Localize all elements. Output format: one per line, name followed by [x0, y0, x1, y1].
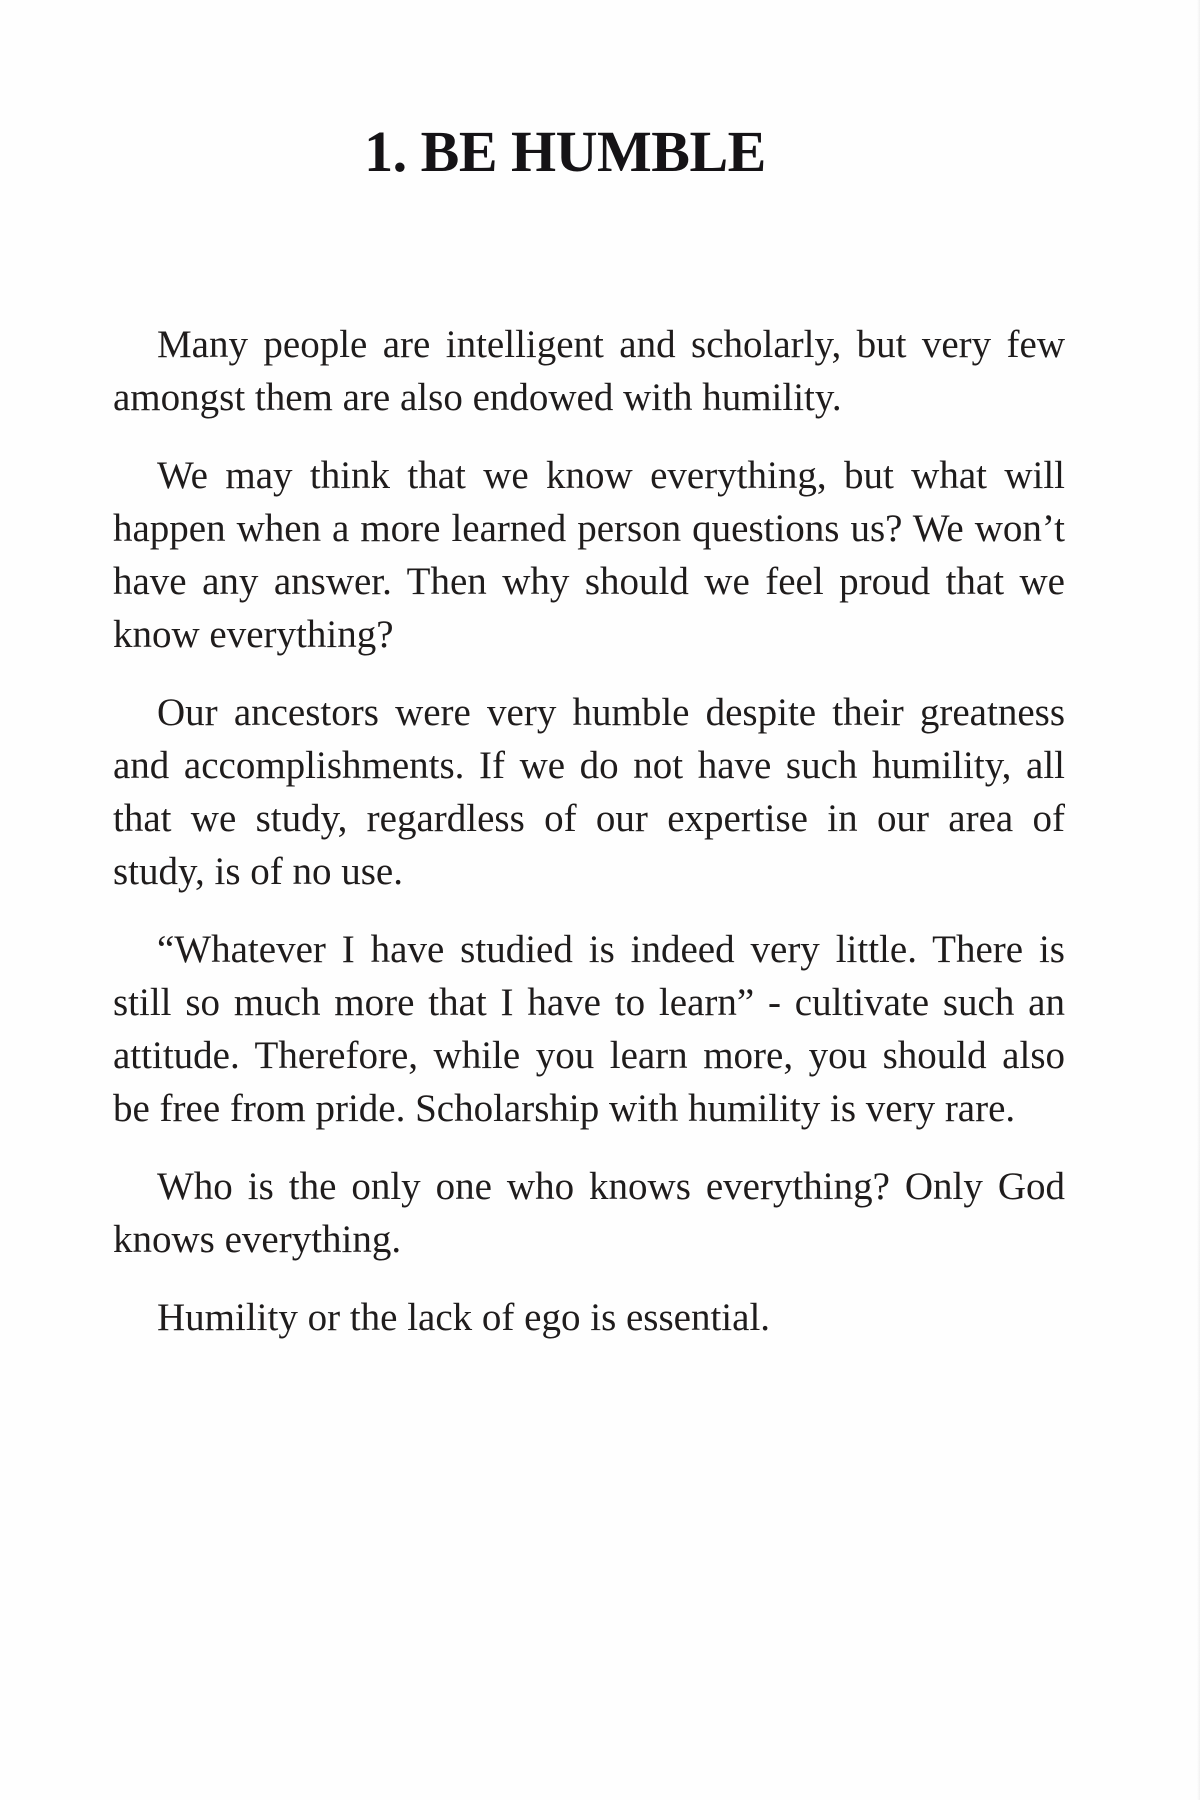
paragraph-4: “Whatever I have studied is indeed very little. There is still so much more that I have to learn” - cultivate such an attitude. Therefore, while you learn more, you should also be free from pride. Scholarship with humility is very rare. — [113, 928, 1065, 1130]
paragraph-5: Who is the only one who knows everything? Only God knows everything. — [113, 1165, 1065, 1261]
paragraph-3: Our ancestors were very humble despite their greatness and accomplishments. If we do not have such humility, all that we study, regardless of our expertise in our area of study, is of no use. — [113, 691, 1065, 893]
chapter-heading: 1. BE HUMBLE — [364, 119, 766, 184]
paragraph-2: We may think that we know everything, but what will happen when a more learned person questions us? We won’t have any answer. Then why should we feel proud that we know everything? — [113, 454, 1065, 656]
paragraph-1: Many people are intelligent and scholarly, but very few amongst them are also endowed with humility. — [113, 323, 1065, 419]
paragraph-6: Humility or the lack of ego is essential. — [157, 1296, 771, 1339]
chapter-body — [113, 318, 1065, 1369]
